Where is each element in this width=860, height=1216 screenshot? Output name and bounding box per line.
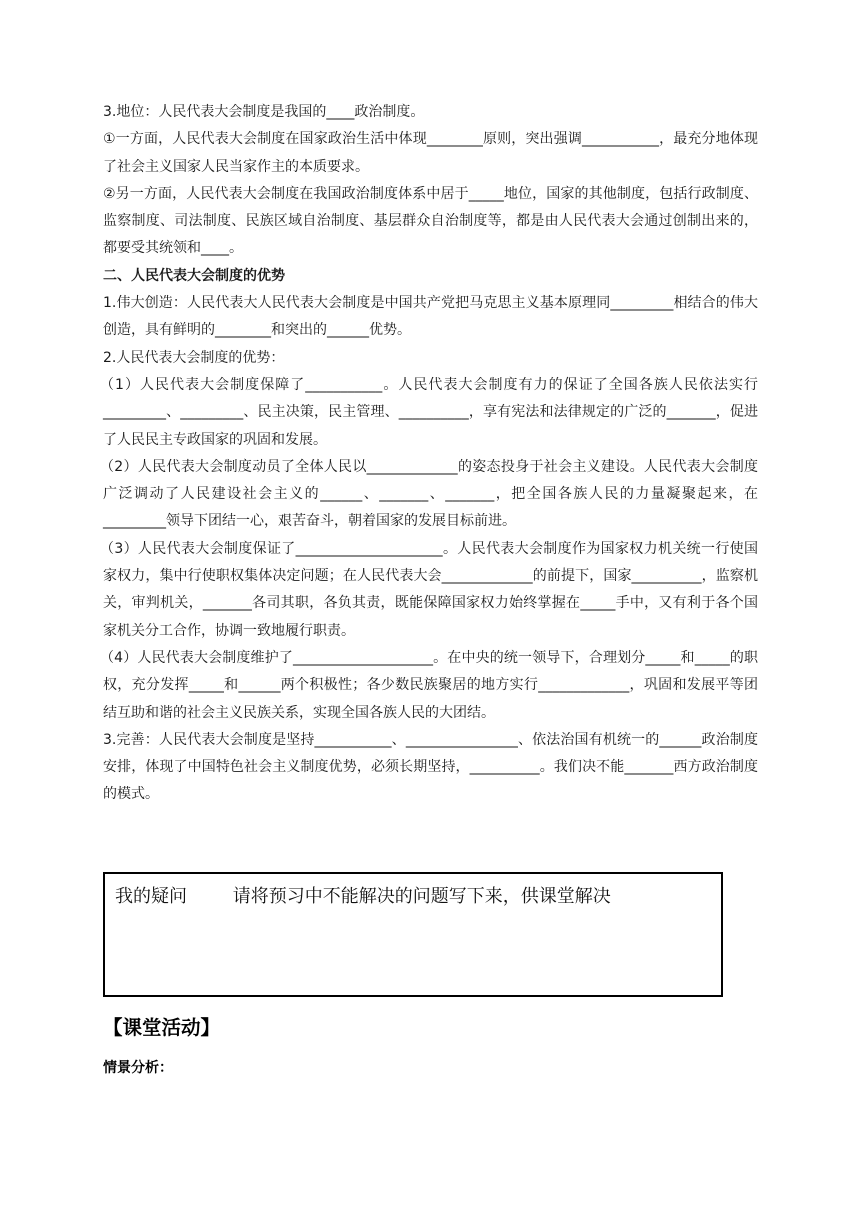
perfection: 3.完善：人民代表大会制度是坚持___________、________________、依法治国有机统一的______政治制度安排，体现了中国特色社会主义制度优势，必须长期坚持，__________。我们决不能_______西方政治制度的模式。 <box>103 731 758 803</box>
advantage-4: （4）人民代表大会制度维护了____________________。在中央的统一领导下，合理划分_____和_____的职权，充分发挥_____和______两个积极性；各少数民族聚居的地方实行_____________，巩固和发展平等团结互助和谐的社会主义民族关系，实现全国各族人民的大团结。 <box>100 649 758 721</box>
status-point-2: ②另一方面，人民代表大会制度在我国政治制度体系中居于_____地位，国家的其他制度，包括行政制度、监察制度、司法制度、民族区域自治制度、基层群众自治制度等，都是由人民代表大会通过创制出来的，都要受其统领和____。 <box>103 185 758 257</box>
my-questions-box[interactable] <box>103 872 723 997</box>
advantage-1: （1）人民代表大会制度保障了___________。人民代表大会制度有力的保证了全国各族人民依法实行_________、_________、民主决策，民主管理、__________，享有宪法和法律规定的广泛的_______，促进了人民民主专政国家的巩固和发展。 <box>100 376 758 448</box>
classroom-activity-heading: 【课堂活动】 <box>103 1016 221 1039</box>
advantage-3: （3）人民代表大会制度保证了_____________________。人民代表大会制度作为国家权力机关统一行使国家权力，集中行使职权集体决定问题；在人民代表大会_____________的前提下，国家__________，监察机关，审判机关，_______各司其职，各负其责，既能保障国家权力始终掌握在_____手中，又有利于各个国家机关分工合作，协调一致地履行职责。 <box>100 540 758 639</box>
worksheet-body <box>100 99 758 809</box>
section-heading-advantages: 二、人民代表大会制度的优势 <box>103 267 285 284</box>
status-title: 3.地位：人民代表大会制度是我国的____政治制度。 <box>103 104 425 120</box>
my-questions-instruction: 请将预习中不能解决的问题写下来，供课堂解决 <box>232 886 611 907</box>
great-creation: 1.伟大创造：人民代表大人民代表大会制度是中国共产党把马克思主义基本原理同_________相结合的伟大创造，具有鲜明的________和突出的______优势。 <box>103 295 758 339</box>
my-questions-header <box>115 884 611 910</box>
advantages-title: 2.人民代表大会制度的优势： <box>103 349 285 366</box>
my-questions-label: 我的疑问 <box>115 886 187 907</box>
scenario-analysis-label: 情景分析： <box>103 1060 173 1076</box>
advantage-2: （2）人民代表大会制度动员了全体人民以_____________的姿态投身于社会主义建设。人民代表大会制度广泛调动了人民建设社会主义的______、_______、_______，把全国各族人民的力量凝聚起来，在_________领导下团结一心，艰苦奋斗，朝着国家的发展目标前进。 <box>100 458 758 530</box>
status-point-1: ①一方面，人民代表大会制度在国家政治生活中体现________原则，突出强调___________，最充分地体现了社会主义国家人民当家作主的本质要求。 <box>103 131 758 175</box>
